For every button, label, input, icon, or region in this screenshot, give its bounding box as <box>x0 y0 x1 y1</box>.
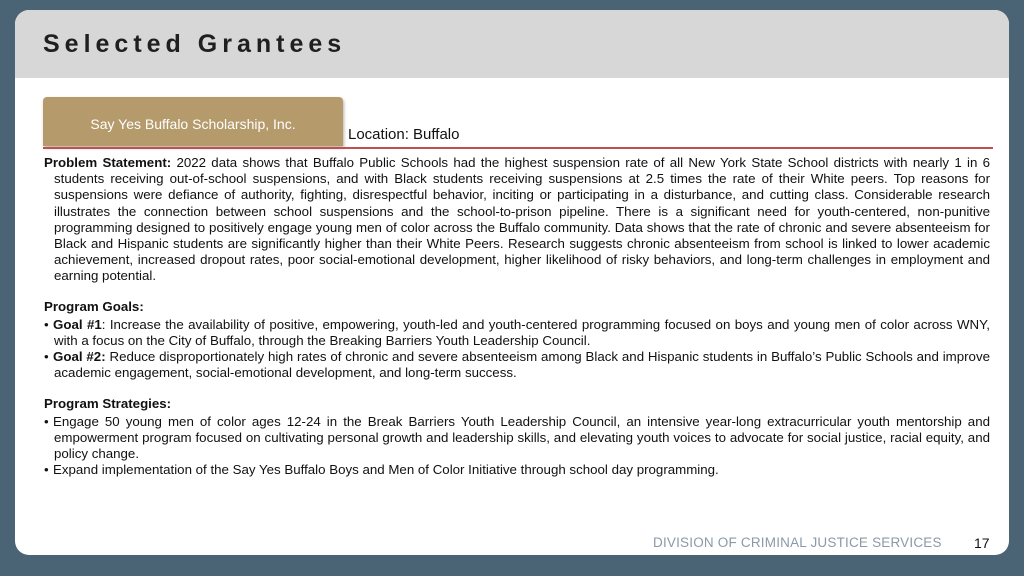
grantee-location: Location: Buffalo <box>348 126 460 143</box>
bullet-icon: • <box>44 413 49 429</box>
grantee-tab <box>43 97 343 146</box>
strategies-heading: Program Strategies: <box>44 395 172 411</box>
strategy-text: Expand implementation of the Say Yes Buffalo Boys and Men of Color Initiative through school day programming. <box>53 462 719 478</box>
strategy-text: Engage 50 young men of color ages 12-24 in the Break Barriers Youth Leadership Council, an intensive year-long extracurricular youth mentorship and empowerment program focused on cultivating personal growth and leadership skills, and elevating youth voices to advocate for social justice, racial equity, and policy change. <box>53 413 990 462</box>
grantee-name: Say Yes Buffalo Scholarship, Inc. <box>90 116 296 132</box>
bullet-icon: • <box>44 316 49 332</box>
slide-card <box>15 10 1009 555</box>
goal-text: Reduce disproportionately high rates of chronic and severe absenteeism among Black and Hispanic students in Buffalo’s Public Schools and improve academic engagement, social-emotional development, and long-term success. <box>54 349 990 381</box>
problem-statement-text: 2022 data shows that Buffalo Public Schools had the highest suspension rate of all New York State School districts with nearly 1 in 6 students receiving out-of-school suspensions, and with Black students receiving suspensions at 2.5 times the rate of their White peers. Top reasons for suspensions were defiance of authority, fighting, disrespectful behavior, inciting or participating in a disturbance, and cutting class. Considerable research illustrates the connection between school suspensions and the school-to-prison pipeline. There is a significant need for youth-centered, non-punitive programming designed to positively engage young men of color across the Buffalo community. Data shows that the rate of chronic and severe absenteeism for Black and Hispanic students are significantly higher than their White Peers. Research suggests chronic absenteeism from school is linked to lower academic achievement, increased dropout rates, poor social-emotional development, higher likelihood of risky behaviors, and long-term challenges in employment and earning potential. <box>54 155 990 284</box>
goal-text: : Increase the availability of positive, empowering, youth-led and youth-centered programming focused on boys and young men of color across WNY, with a focus on the City of Buffalo, through the Breaking Barriers Youth Leadership Council. <box>54 316 990 349</box>
content-body <box>44 155 990 479</box>
bullet-icon: • <box>44 462 49 478</box>
bullet-icon: • <box>44 349 49 365</box>
footer-org: DIVISION OF CRIMINAL JUSTICE SERVICES <box>653 535 942 550</box>
problem-statement <box>44 155 990 285</box>
goal-label: Goal #1 <box>53 316 102 332</box>
page-number: 17 <box>974 535 990 551</box>
strategy-item <box>44 462 990 478</box>
header-band <box>15 10 1009 78</box>
problem-statement-label: Problem Statement: <box>44 155 172 170</box>
strategy-item <box>44 414 990 463</box>
goals-heading: Program Goals: <box>44 298 144 314</box>
goal-item <box>44 317 990 349</box>
section-divider <box>43 147 993 149</box>
goal-label: Goal #2: <box>53 349 106 365</box>
goal-item <box>44 349 990 381</box>
page-title: Selected Grantees <box>43 30 347 58</box>
